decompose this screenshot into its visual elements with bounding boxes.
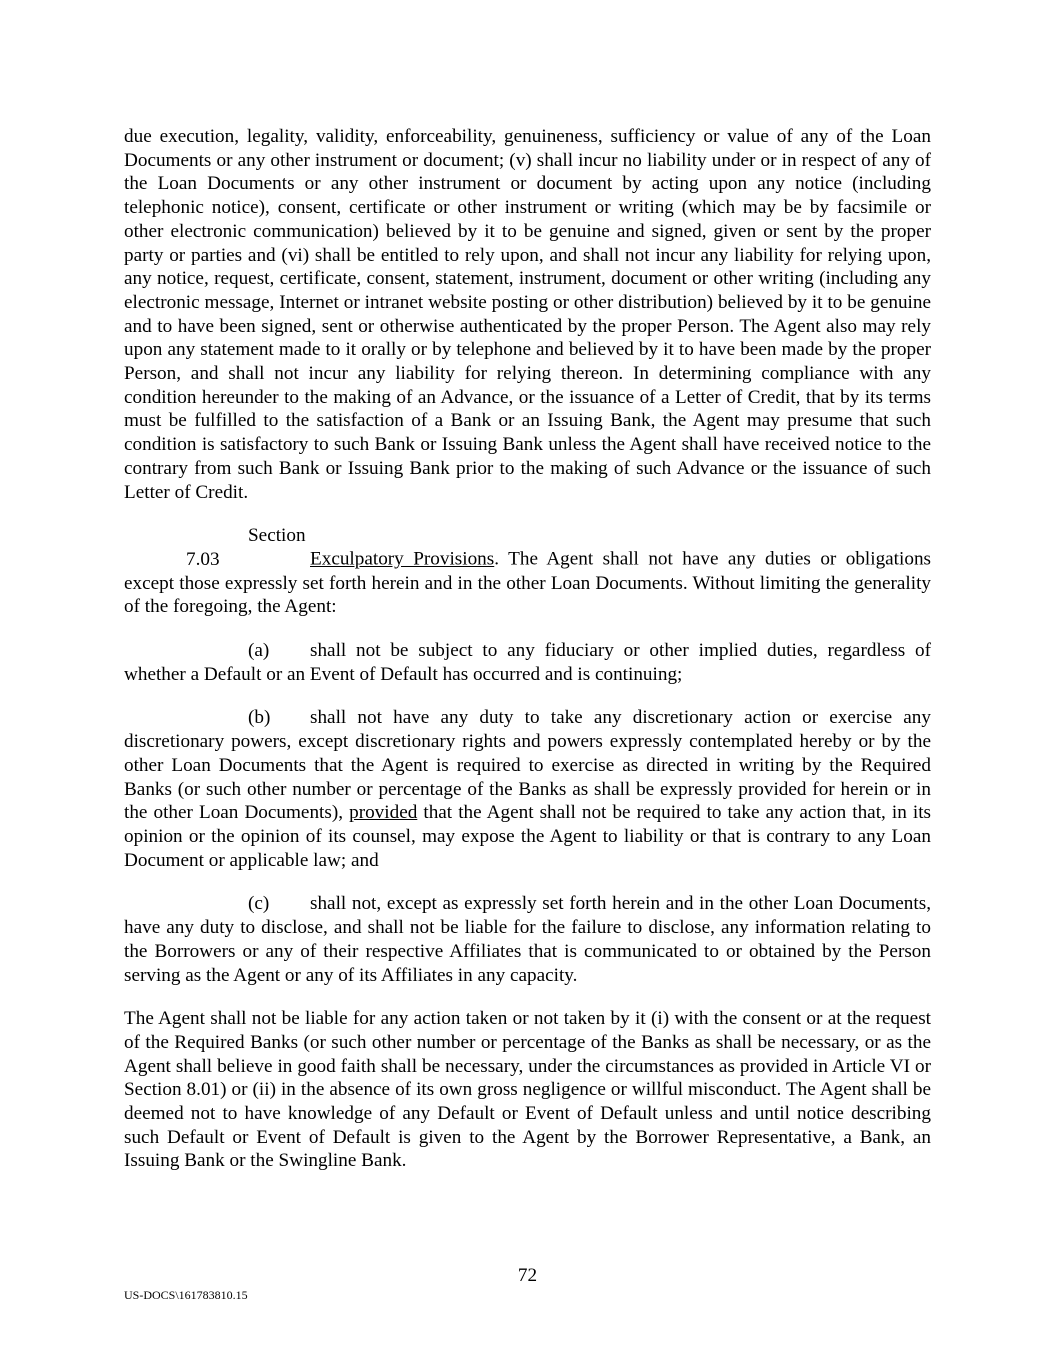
item-b-provided: provided (349, 802, 418, 824)
section-heading: Exculpatory Provisions (310, 548, 495, 570)
item-b-text-before: shall not have any duty to take any discretionary action or exercise any discretionary powers, except discretionary rights and powers expressly contemplated hereby or by the other Loan Documents that the Agent is required to exercise as directed in writing by the Required Banks (or such other number or percentage of the Banks as shall be expressly provided for herein or in the other Loan Documents), (124, 707, 931, 824)
item-b-text-after: that the Agent shall not be required to take any action that, in its opinion or the opinion of its counsel, may expose the Agent to liability or that is contrary to any Loan Document or applicable law; and (124, 802, 931, 871)
list-item-a (124, 639, 931, 686)
section-intro-text: . The Agent shall not have any duties or obligations except those expressly set forth herein and in the other Loan Documents. Without limiting the generality of the foregoing, the Agent: (124, 548, 932, 618)
document-id: US-DOCS\161783810.15 (124, 1288, 248, 1302)
item-c-text: shall not, except as expressly set forth herein and in the other Loan Documents, have any duty to disclose, and shall not be liable for the failure to disclose, any information relating to the Borrowers or any of their respective Affiliates that is communicated to or obtained by the Person serving as the Agent or any of its Affiliates in any capacity. (124, 893, 931, 986)
item-a-label: (a) (248, 640, 270, 662)
item-b-label: (b) (248, 707, 271, 729)
item-a-text: shall not be subject to any fiduciary or other implied duties, regardless of whether a Default or an Event of Default has occurred and is continuing; (124, 640, 931, 685)
section-7-03-paragraph (124, 524, 931, 619)
page-number: 72 (517, 1265, 538, 1286)
item-c-label: (c) (248, 893, 270, 915)
paragraph-continuation: due execution, legality, validity, enforceability, genuineness, sufficiency or value of any of the Loan Documents or any other instrument or document; (v) shall incur no liability under or in respect of any of the Loan Documents or any other instrument or document by acting upon any notice (including telephonic notice), consent, certificate or other instrument or writing (which may be by facsimile or other electronic communication) believed by it to be genuine and signed, given or sent by the proper party or parties and (vi) shall be entitled to rely upon, and shall not incur any liability for relying upon, any notice, request, certificate, consent, statement, instrument, document or other writing (including any electronic message, Internet or intranet website posting or other distribution) believed by it to be genuine and to have been signed, sent or otherwise authenticated by the proper Person. The Agent also may rely upon any statement made to it orally or by telephone and believed by it to have been made by the proper Person, and shall not incur any liability for relying thereon. In determining compliance with any condition hereunder to the making of an Advance, or the issuance of a Letter of Credit, that by its terms must be fulfilled to the satisfaction of a Bank or an Issuing Bank, the Agent may presume that such condition is satisfactory to such Bank or Issuing Bank unless the Agent shall have received notice to the contrary from such Bank or Issuing Bank prior to the making of such Advance or the issuance of such Letter of Credit. (124, 126, 931, 503)
paragraph-liability: The Agent shall not be liable for any action taken or not taken by it (i) with the consent or at the request of the Required Banks (or such other number or percentage of the Banks as shall be necessary, or as the Agent shall believe in good faith shall be necessary, under the circumstances as provided in Article VI or Section 8.01) or (ii) in the absence of its own gross negligence or willful misconduct. The Agent shall be deemed not to have knowledge of any Default or Event of Default unless and until notice describing such Default or Event of Default is given to the Agent by the Borrower Representative, a Bank, an Issuing Bank or the Swingline Bank. (124, 1008, 931, 1172)
document-body (124, 125, 931, 1193)
list-item-c (124, 892, 931, 987)
section-number: Section 7.03 (186, 525, 306, 570)
list-item-b (124, 706, 931, 872)
